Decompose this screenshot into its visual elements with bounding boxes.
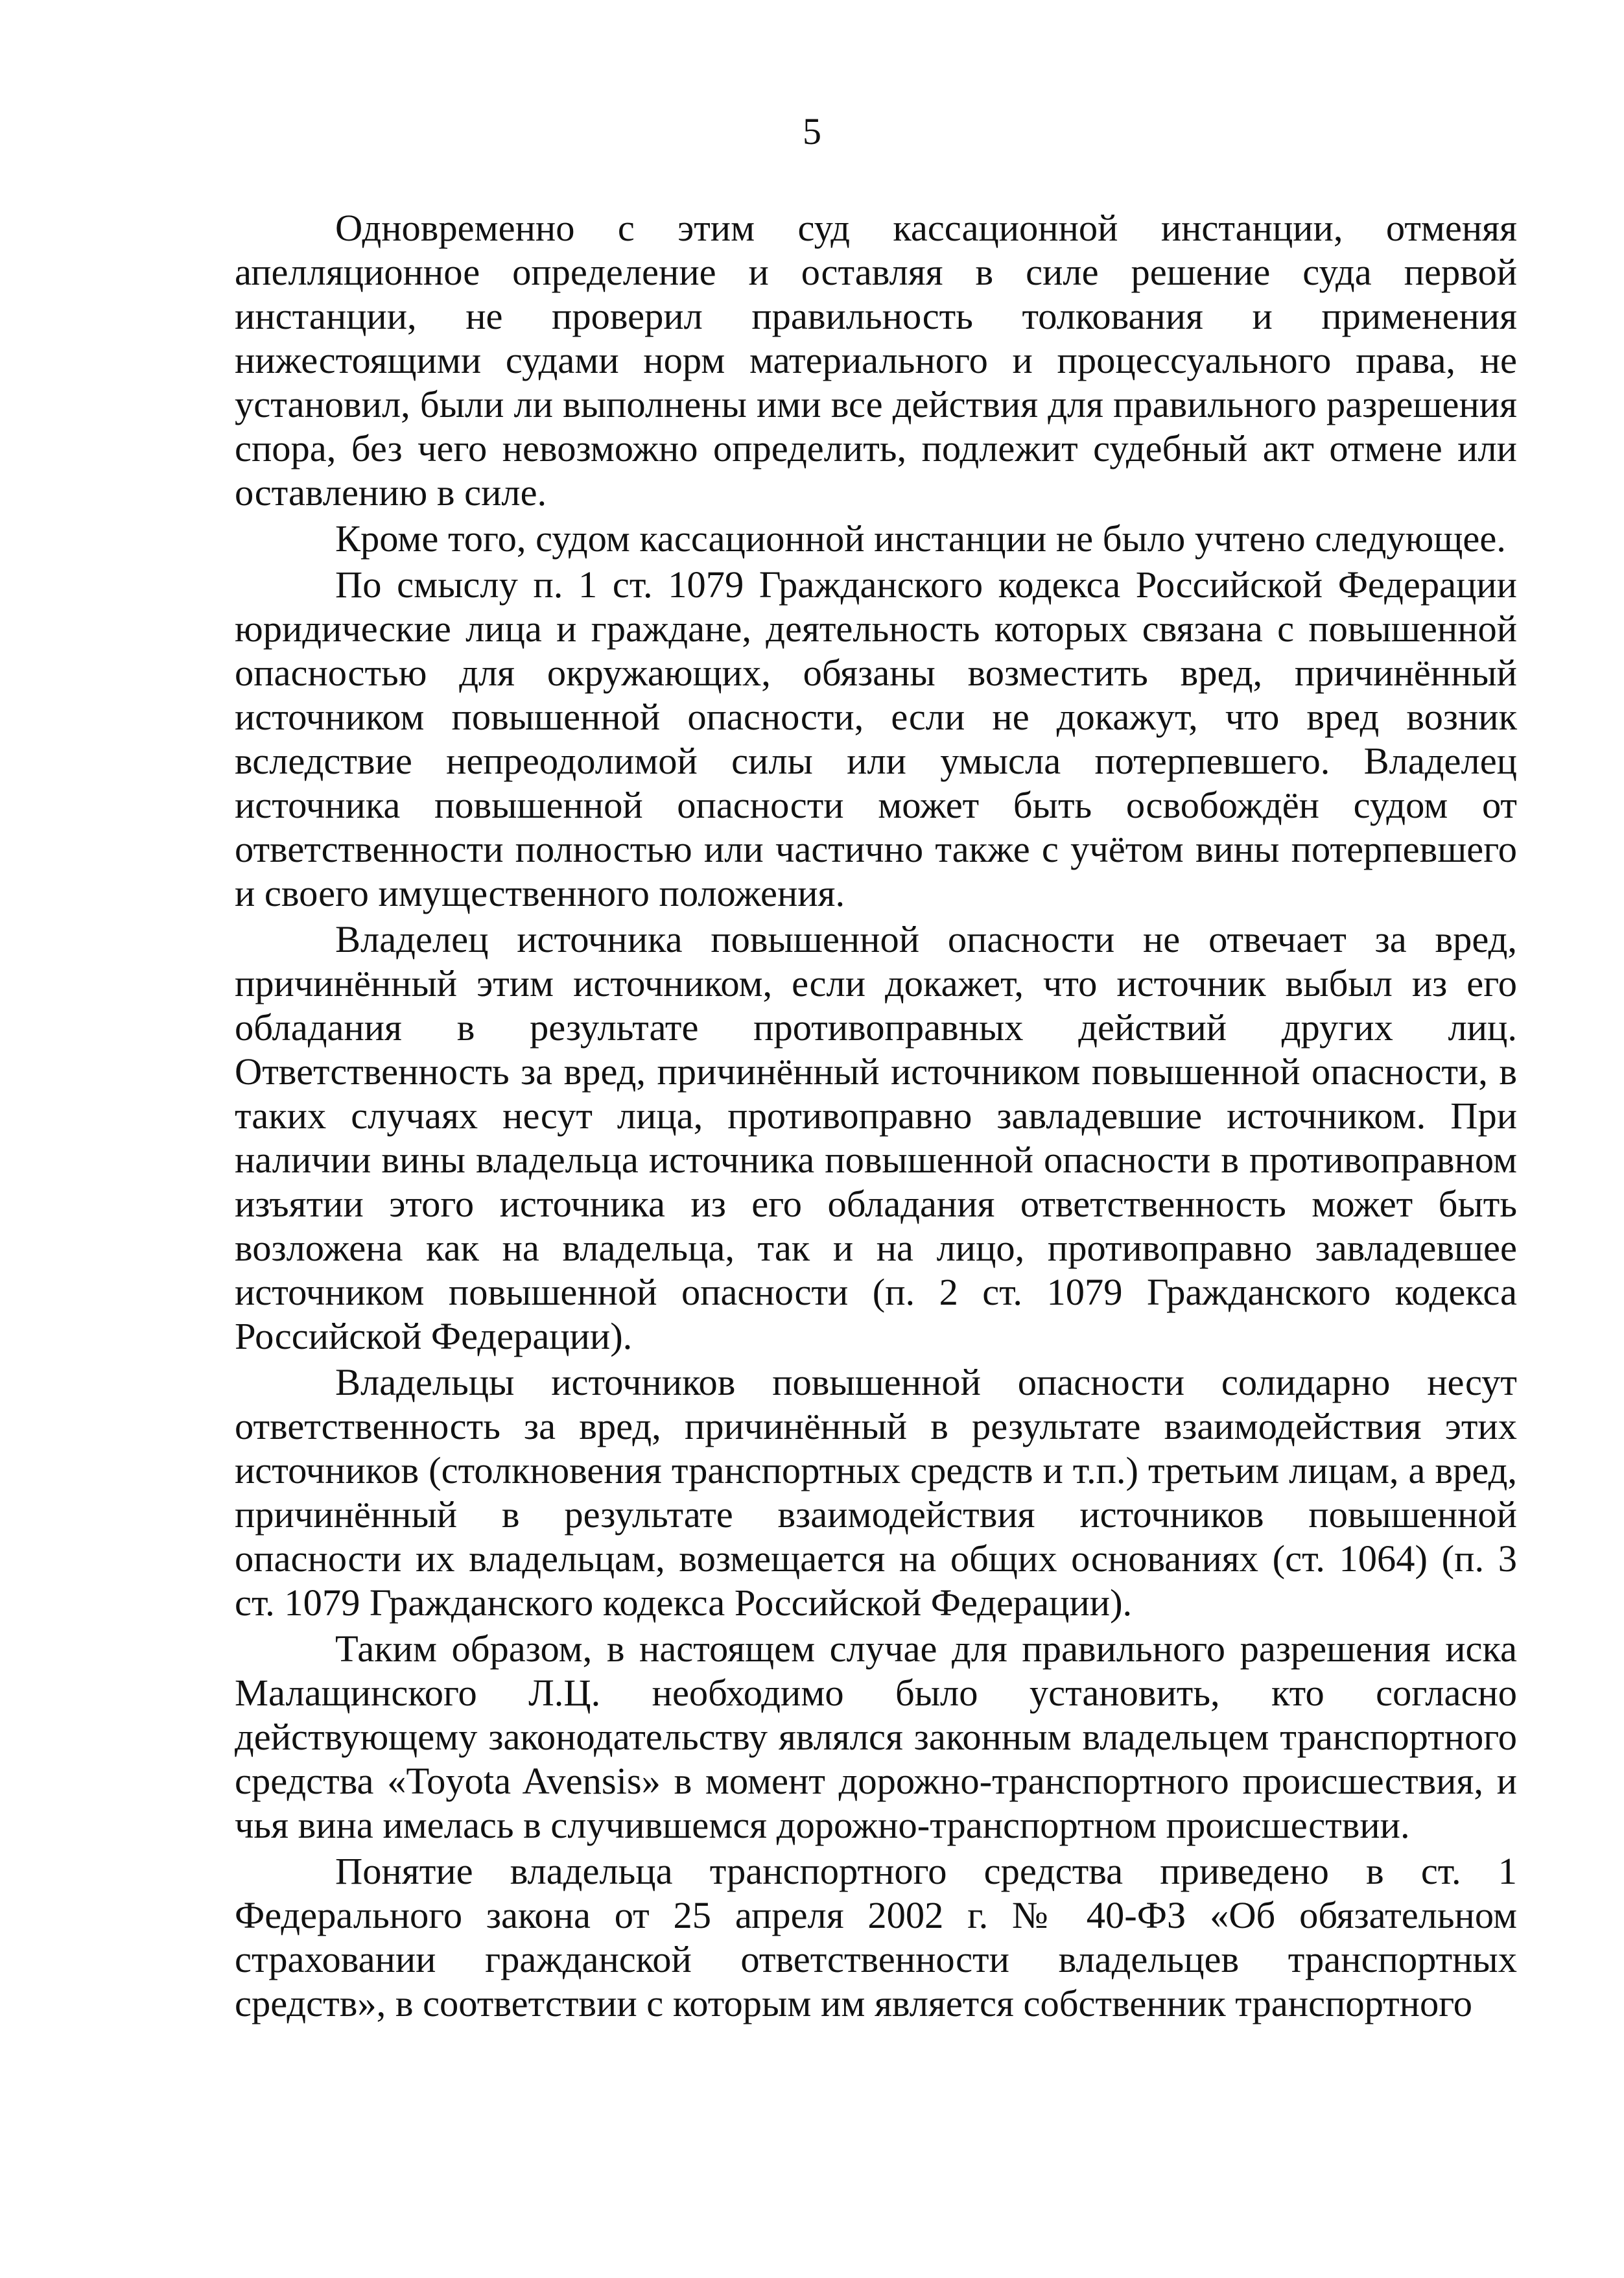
document-body	[235, 206, 1517, 2028]
paragraph-1: Одновременно с этим суд кассационной инстанции, отменяя апелляционное определение и оставляя в силе решение суда первой инстанции, не проверил правильность толкования и применения нижестоящими судами норм материального и процессуального права, не установил, были ли выполнены ими все действия для правильного разрешения спора, без чего невозможно определить, подлежит судебный акт отмене или оставлению в силе.	[235, 207, 1517, 514]
paragraph-7: Понятие владельца транспортного средства приведено в ст. 1 Федерального закона от 25 апреля 2002 г. № 40-ФЗ «Об обязательном страховании гражданской ответственности владельцев транспортных средств», в соответствии с которым им является собственник транспортного	[235, 1850, 1517, 2024]
paragraph-2: Кроме того, судом кассационной инстанции не было учтено следующее.	[335, 517, 1506, 560]
paragraph-4: Владелец источника повышенной опасности не отвечает за вред, причинённый этим источником, если докажет, что источник выбыл из его обладания в результате противоправных действий других лиц. Ответственность за вред, причинённый источником повышенной опасности, в таких случаях несут лица, противоправно завладевшие источником. При наличии вины владельца источника повышенной опасности в противоправном изъятии этого источника из его обладания ответственность может быть возложена как на владельца, так и на лицо, противоправно завладевшее источником повышенной опасности (п. 2 ст. 1079 Гражданского кодекса Российской Федерации).	[235, 918, 1517, 1357]
paragraph-5: Владельцы источников повышенной опасности солидарно несут ответственность за вред, причинённый в результате взаимодействия этих источников (столкновения транспортных средств и т.п.) третьим лицам, а вред, причинённый в результате взаимодействия источников повышенной опасности их владельцам, возмещается на общих основаниях (ст. 1064) (п. 3 ст. 1079 Гражданского кодекса Российской Федерации).	[235, 1361, 1517, 1624]
paragraph-6: Таким образом, в настоящем случае для правильного разрешения иска Малащинского Л.Ц. необходимо было установить, кто согласно действующему законодательству являлся законным владельцем транспортного средства «Toyota Avensis» в момент дорожно-транспортного происшествия, и чья вина имелась в случившемся дорожно-транспортном происшествии.	[235, 1628, 1517, 1846]
page-number: 5	[803, 110, 821, 152]
paragraph-3: По смыслу п. 1 ст. 1079 Гражданского кодекса Российской Федерации юридические лица и граждане, деятельность которых связана с повышенной опасностью для окружающих, обязаны возместить вред, причинённый источником повышенной опасности, если не докажут, что вред возник вследствие непреодолимой силы или умысла потерпевшего. Владелец источника повышенной опасности может быть освобождён судом от ответственности полностью или частично также с учётом вины потерпевшего и своего имущественного положения.	[235, 564, 1517, 914]
